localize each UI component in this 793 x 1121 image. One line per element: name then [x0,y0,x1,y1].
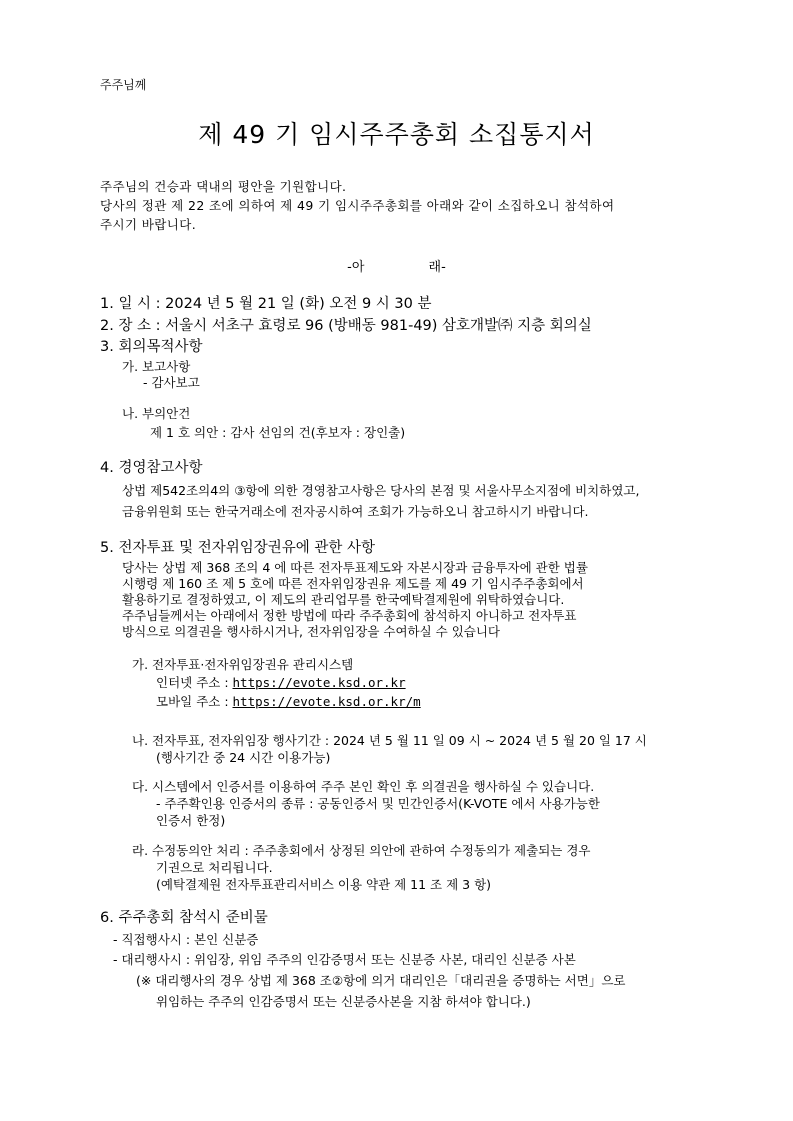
preparation-text: - 대리행사시 : 위임장, 위임 주주의 인감증명서 또는 신분증 사본, 대리인 신분증 사본 [113,952,576,967]
section-heading: 5. 전자투표 및 전자위임장권유에 관한 사항 [100,540,375,556]
item-datetime: 1. 일 시 : 2024 년 5 월 21 일 (화) 오전 9 시 30 분 [100,296,432,312]
document-title: 제 49 기 임시주주총회 소집통지서 [198,120,595,149]
agenda-item: 제 1 호 의안 : 감사 선임의 건(후보자 : 장인출) [150,425,406,440]
internet-address-link[interactable]: https://evote.ksd.or.kr [232,675,406,690]
certificate-text: 인증서 한정) [156,813,226,828]
report-item: - 감사보고 [143,375,200,390]
section-text: 금융위원회 또는 한국거래소에 전자공시하여 조회가 가능하오니 참고하시기 바랍니다. [122,504,589,519]
preparation-text: 위임하는 주주의 인감증명서 또는 신분증사본을 지참 하셔야 합니다.) [156,994,531,1009]
section-text: 시행령 제 160 조 제 5 호에 따른 전자위임장권유 제도를 제 49 기 임시주주총회에서 [122,576,584,591]
amendment-text: 기권으로 처리됩니다. [156,860,273,875]
item-location: 2. 장 소 : 서울시 서초구 효령로 96 (방배동 981-49) 삼호개발㈜ 지층 회의실 [100,318,592,334]
section-heading: 6. 주주총회 참석시 준비물 [100,910,268,926]
amendment-text: (예탁결제원 전자투표관리서비스 이용 약관 제 11 조 제 3 항) [156,877,492,892]
mobile-address-label: 모바일 주소 : [156,694,233,709]
mobile-address [156,694,421,709]
certificate-text: 다. 시스템에서 인증서를 이용하여 주주 본인 확인 후 의결권을 행사하실 수 있습니다. [132,779,595,794]
report-label: 가. 보고사항 [122,359,191,374]
section-text: 활용하기로 결정하였고, 이 제도의 관리업무를 한국예탁결제원에 위탁하였습니다. [122,592,565,607]
greeting-line: 주시기 바랍니다. [100,217,197,232]
notice-heading: -아 래- [347,260,446,275]
mobile-address-link[interactable]: https://evote.ksd.or.kr/m [232,694,421,709]
voting-period-note: (행사기간 중 24 시간 이용가능) [156,750,331,765]
section-text: 방식으로 의결권을 행사하시거나, 전자위임장을 수여하실 수 있습니다 [122,624,500,639]
section-heading: 4. 경영참고사항 [100,460,203,476]
section-heading: 3. 회의목적사항 [100,339,203,355]
subsection-label: 가. 전자투표·전자위임장권유 관리시스템 [132,657,354,672]
certificate-text: - 주주확인용 인증서의 종류 : 공동인증서 및 민간인증서(K-VOTE 에서 사용가능한 [156,796,600,811]
amendment-text: 라. 수정동의안 처리 : 주주총회에서 상정된 의안에 관하여 수정동의가 제출되는 경우 [132,843,591,858]
preparation-text: (※ 대리행사의 경우 상법 제 368 조②항에 의거 대리인은「대리권을 증명하는 서면」으로 [136,973,626,988]
section-text: 주주님들께서는 아래에서 정한 방법에 따라 주주총회에 참석하지 아니하고 전자투표 [122,608,577,623]
greeting-line: 주주님의 건승과 댁내의 평안을 기원합니다. [100,179,347,194]
agenda-label: 나. 부의안건 [122,406,191,421]
internet-address [156,675,406,690]
internet-address-label: 인터넷 주소 : [156,675,233,690]
preparation-text: - 직접행사시 : 본인 신분증 [113,932,259,947]
greeting-line: 당사의 정관 제 22 조에 의하여 제 49 기 임시주주총회를 아래와 같이 소집하오니 참석하여 [100,198,615,213]
voting-period: 나. 전자투표, 전자위임장 행사기간 : 2024 년 5 월 11 일 09 시 ~ 2024 년 5 월 20 일 17 시 [132,733,647,748]
section-text: 상법 제542조의4의 ③항에 의한 경영참고사항은 당사의 본점 및 서울사무소지점에 비치하였고, [122,483,640,498]
section-text: 당사는 상법 제 368 조의 4 에 따른 전자투표제도와 자본시장과 금융투자에 관한 법률 [122,560,588,575]
salutation: 주주님께 [100,78,147,92]
